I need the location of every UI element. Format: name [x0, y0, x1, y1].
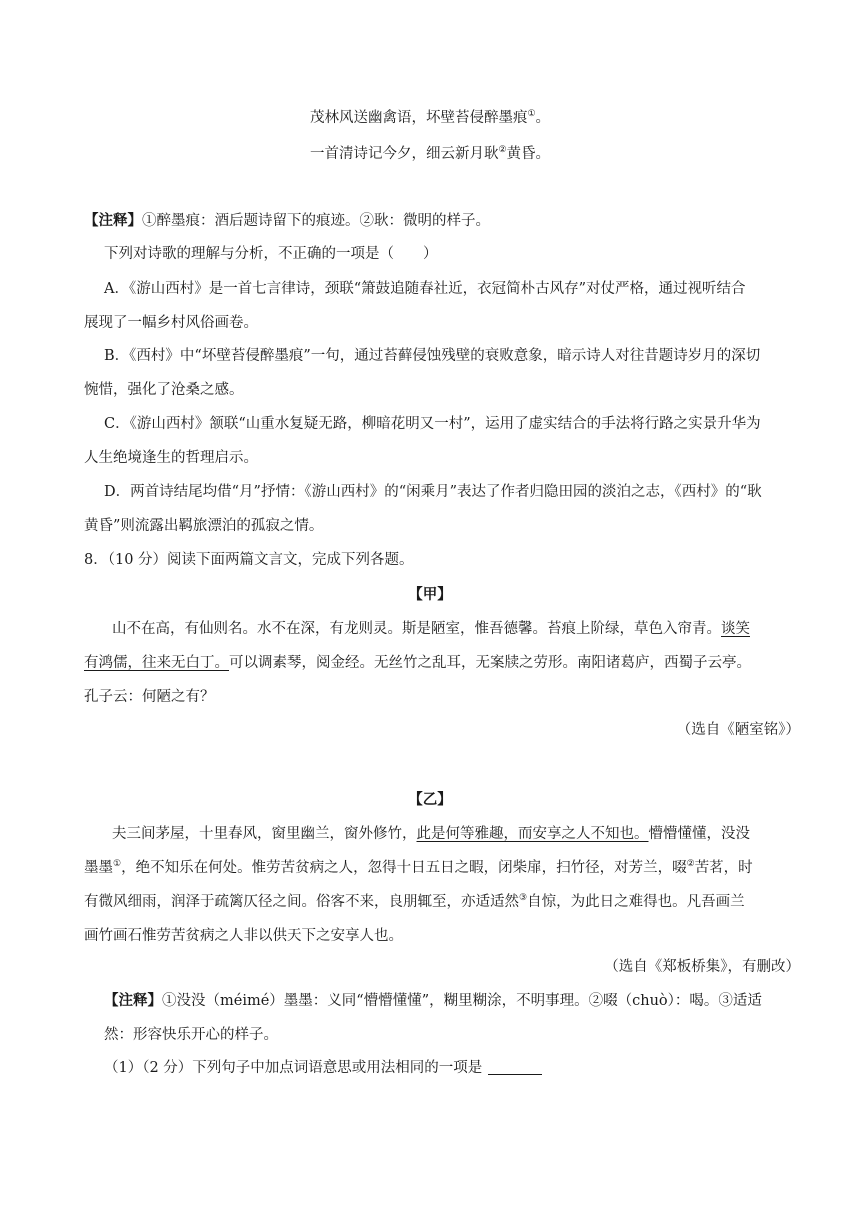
passage-jia-line-3: 孔子云：何陋之有？: [84, 689, 215, 705]
option-b-line-2: 惋惜，强化了沧桑之感。: [84, 382, 244, 398]
passage-yi-line-2: 墨墨①，绝不知乐在何处。惟劳苦贫病之人，忽得十日五日之暇，闭柴扉，扫竹径，对芳兰，啜②苦茗，时: [84, 859, 753, 876]
passage-yi-title: 【乙】: [408, 791, 452, 808]
option-a-line-1: A．《游山西村》是一首七言律诗，颈联“箫鼓追随春社近，衣冠简朴古风存”对仗严格，通过视听结合: [104, 281, 746, 297]
option-a-line-2: 展现了一幅乡村风俗画卷。: [84, 315, 258, 331]
option-d-line-1: D．两首诗结尾均借“月”抒情：《游山西村》的“闲乘月”表达了作者归隐田园的淡泊之志，《西村》的“耿: [104, 484, 762, 500]
passage-yi-line-3: 有微风细雨，润泽于疏篱仄径之间。俗客不来，良朋辄至，亦适适然③自惊，为此日之难得也。凡吾画兰: [84, 893, 745, 910]
option-c-line-2: 人生绝境逢生的哲理启示。: [84, 450, 258, 466]
passage-jia-line-2: 有鸿儒，往来无白丁。可以调素琴，阅金经。无丝竹之乱耳，无案牍之劳形。南阳诸葛庐，西蜀子云亭。: [84, 655, 751, 671]
poem-line-1: 茂林风送幽禽语，坏壁苔侵醉墨痕①。: [309, 109, 551, 126]
poem-annotation: 【注释】①醉墨痕：酒后题诗留下的痕迹。②耿：微明的样子。: [84, 212, 490, 229]
poem-line-2: 一首清诗记今夕，细云新月耿②黄昏。: [309, 145, 551, 162]
passage-jia-source: （选自《陋室铭》）: [676, 722, 800, 738]
passage-yi-annotation-line-2: 然：形容快乐开心的样子。: [104, 1027, 278, 1043]
option-d-line-2: 黄昏”则流露出羁旅漂泊的孤寂之情。: [84, 518, 324, 534]
passage-jia-title: 【甲】: [408, 586, 452, 603]
answer-blank[interactable]: [488, 1058, 542, 1075]
passage-yi-line-4: 画竹画石惟劳苦贫病之人非以供天下之安享人也。: [84, 928, 403, 944]
passage-yi-annotation-line-1: 【注释】①没没（méimé）墨墨：义同“懵懵懂懂”，糊里糊涂，不明事理。②啜（chuò）：喝。③适适: [104, 992, 762, 1009]
option-c-line-1: C．《游山西村》颔联“山重水复疑无路，柳暗花明又一村”，运用了虚实结合的手法将行路之实景升华为: [104, 416, 761, 432]
question-7-stem: 下列对诗歌的理解与分析，不正确的一项是（ ）: [104, 246, 438, 262]
passage-yi-line-1: 夫三间茅屋，十里春风，窗里幽兰，窗外修竹，此是何等雅趣，而安享之人不知也。懵懵懂懂，没没: [112, 826, 750, 842]
question-8-stem: 8．（10 分）阅读下面两篇文言文，完成下列各题。: [84, 552, 414, 568]
option-b-line-1: B．《西村》中“坏壁苔侵醉墨痕”一句，通过苔藓侵蚀残壁的衰败意象，暗示诗人对往昔题诗岁月的深切: [104, 348, 761, 364]
passage-yi-source: （选自《郑板桥集》，有删改）: [604, 959, 800, 975]
subquestion-1: （1）（2 分）下列句子中加点词语意思或用法相同的一项是: [104, 1058, 542, 1078]
passage-jia-line-1: 山不在高，有仙则名。水不在深，有龙则灵。斯是陋室，惟吾德馨。苔痕上阶绿，草色入帘青。谈笑: [112, 621, 750, 637]
